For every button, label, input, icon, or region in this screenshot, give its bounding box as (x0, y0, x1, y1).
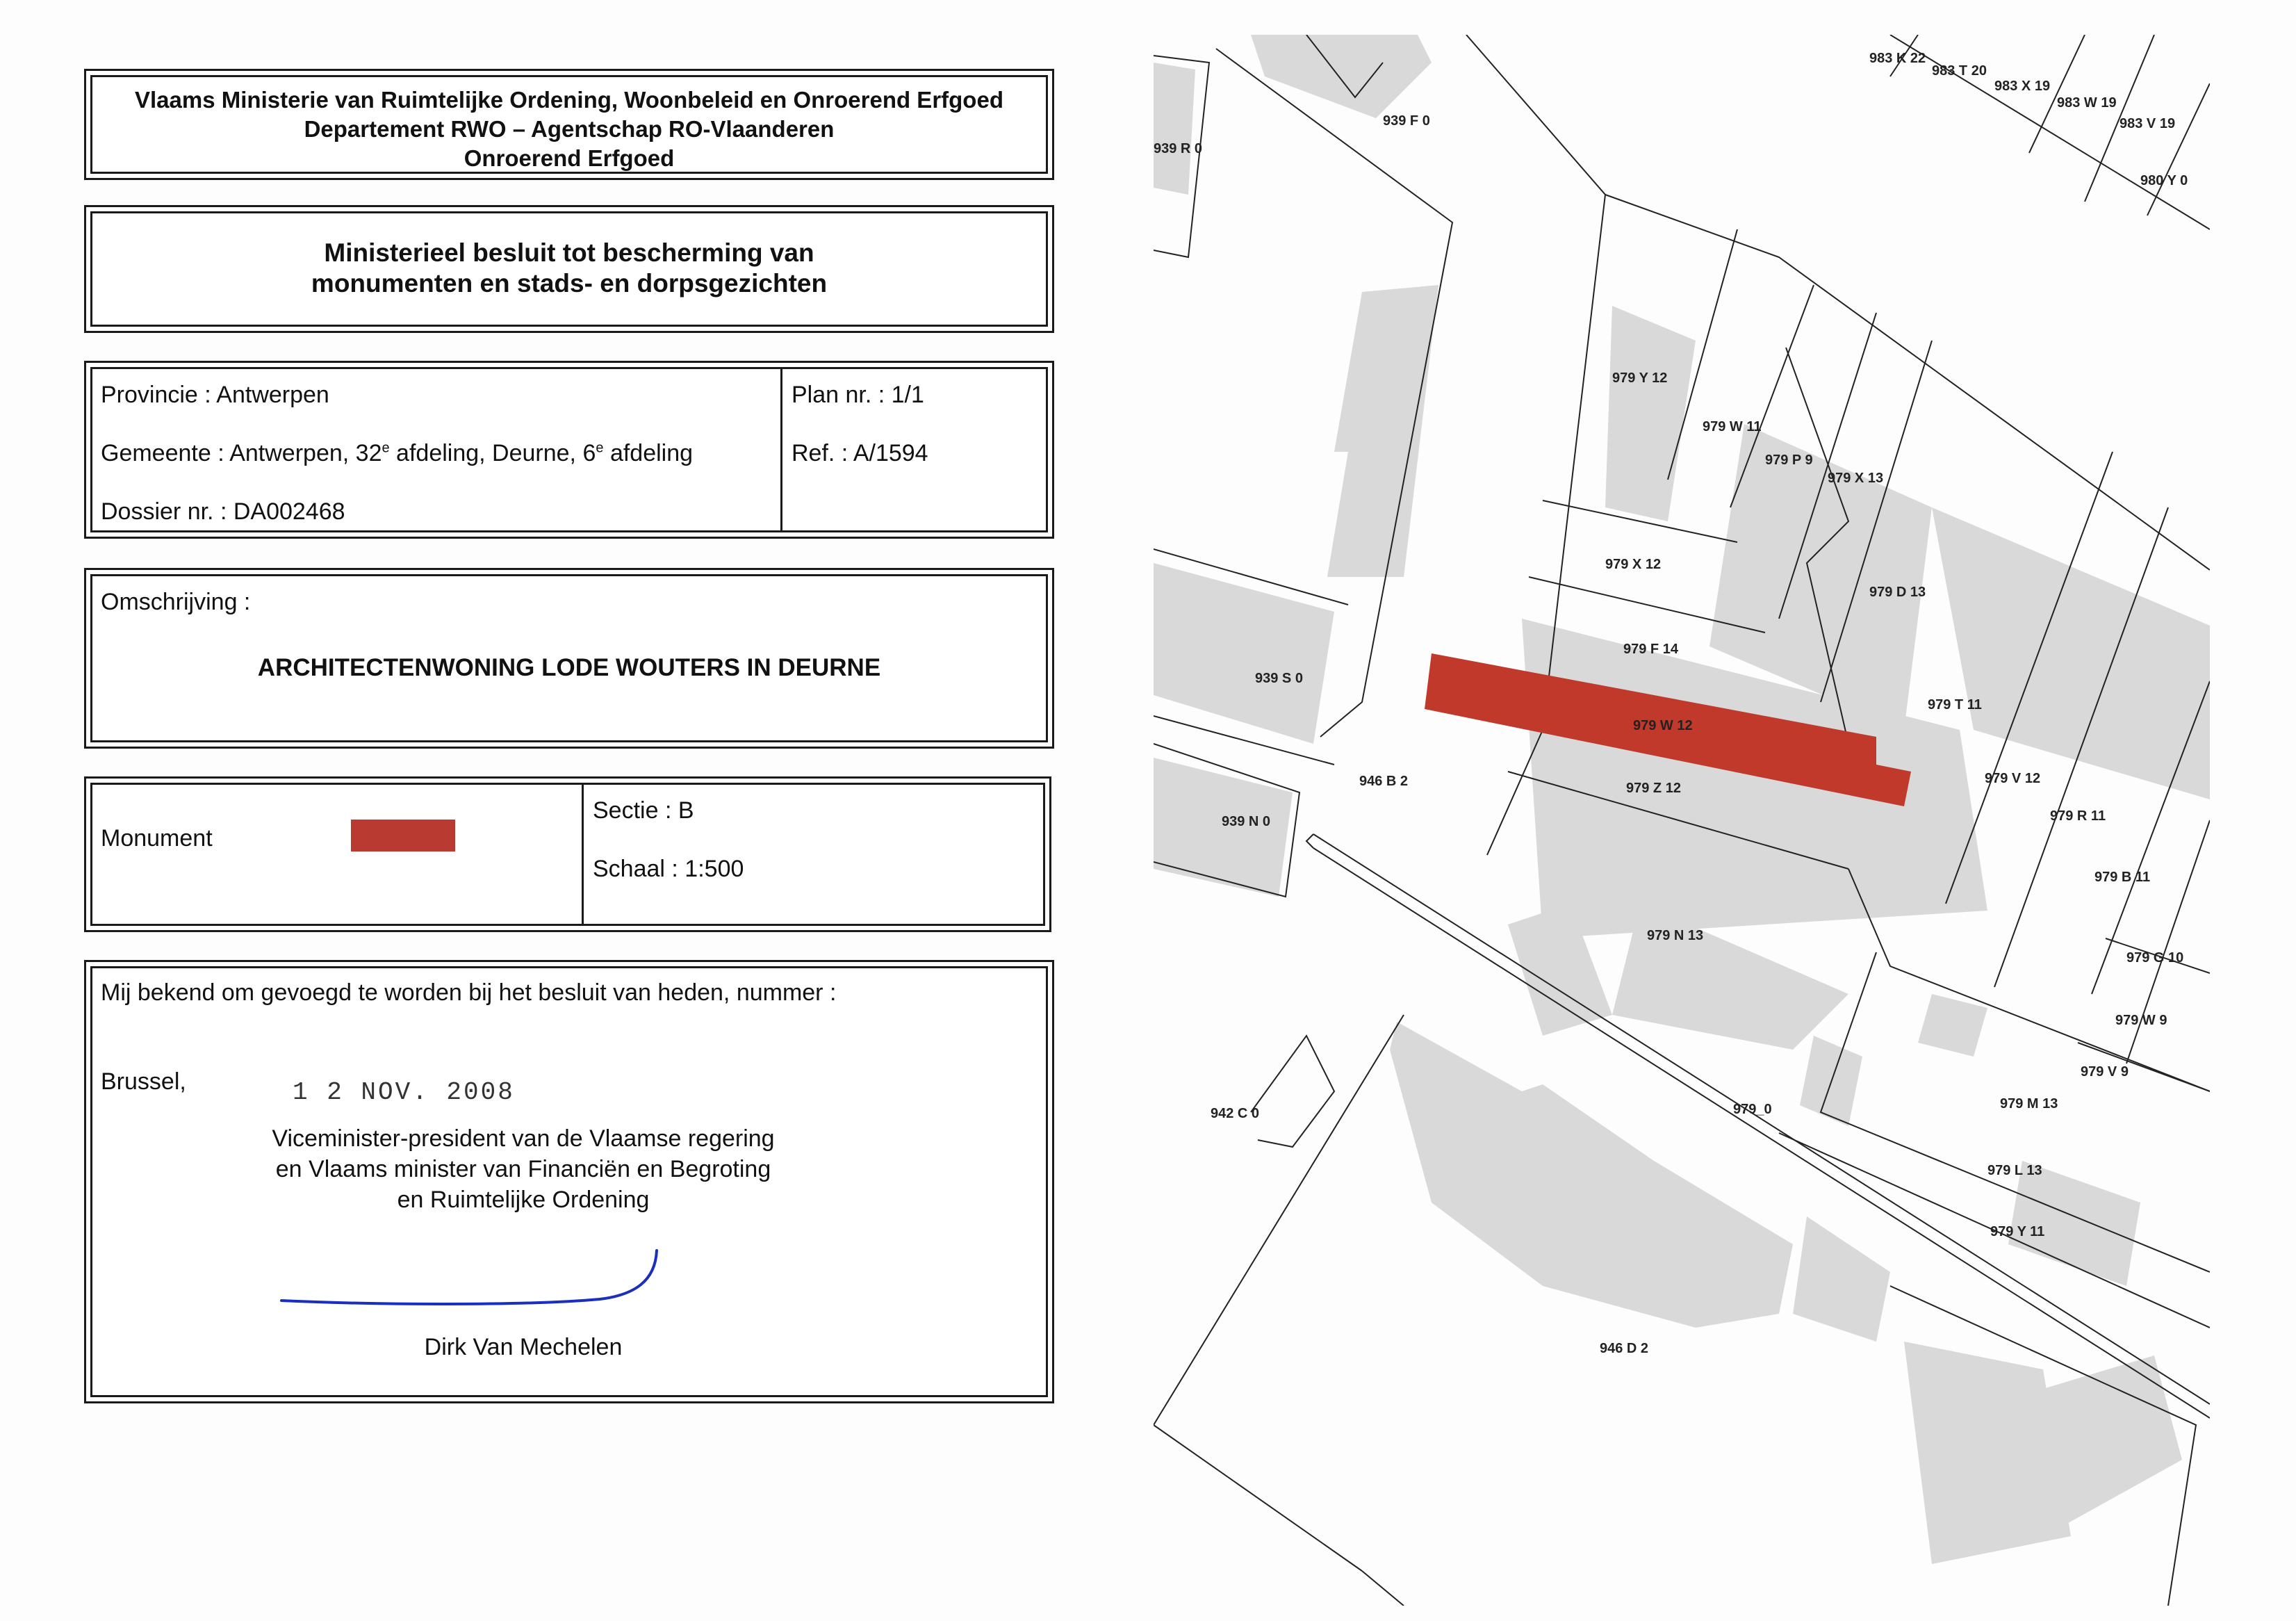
handwritten-signature (273, 1246, 690, 1330)
parcel-label: 979 M 13 (2000, 1096, 2058, 1111)
line-946-D-2-west (1154, 1015, 1404, 1571)
parcel-label: 946 D 2 (1600, 1341, 1649, 1356)
parcel-label: 979 Y 11 (1990, 1224, 2045, 1239)
parcel-label: 979 R 11 (2050, 808, 2106, 824)
monument-legend-swatch (351, 820, 455, 852)
parcel-label: 939 F 0 (1383, 113, 1430, 129)
building-979-G-10 (1918, 994, 1987, 1057)
line-rail-end (1306, 834, 1313, 848)
provincie-text: Provincie : Antwerpen (101, 382, 329, 408)
minister-role-line-2: en Vlaams minister van Financiën en Begroting (275, 1156, 771, 1182)
scale-text: Schaal : 1:500 (593, 856, 744, 882)
parcel-label: 983 V 19 (2119, 116, 2176, 131)
building-946-D-2-annex (1793, 1216, 1890, 1342)
dossier-info-box (90, 367, 1048, 532)
parcel-label: 979 F 14 (1623, 642, 1678, 657)
building-tower (1327, 285, 1438, 577)
line-942-C-0 (1251, 1036, 1334, 1147)
signature-box (90, 966, 1048, 1397)
parcel-label: 979 D 13 (1869, 585, 1926, 600)
info-divider (780, 369, 782, 530)
parcel-label: 979 B 11 (2094, 870, 2151, 885)
monument-legend-label: Monument (101, 825, 213, 852)
monument-name: ARCHITECTENWONING LODE WOUTERS IN DEURNE (257, 654, 881, 681)
parcel-label: 979 W 9 (2115, 1013, 2167, 1028)
minister-name: Dirk Van Mechelen (424, 1334, 623, 1360)
building-979-Y-12 (1605, 306, 1696, 521)
parcel-label: 983 X 19 (1994, 79, 2051, 94)
parcel-label: 980 Y 0 (2140, 173, 2188, 188)
parcel-label: 979 Z 12 (1626, 781, 1681, 796)
dossier-number: Dossier nr. : DA002468 (101, 498, 345, 525)
section-text: Sectie : B (593, 797, 694, 824)
parcel-label: 979 W 12 (1633, 718, 1693, 733)
ministry-line-1: Vlaams Ministerie van Ruimtelijke Ordening, Woonbeleid en Onroerend Erfgoed (135, 87, 1003, 113)
decree-title-line-1: Ministerieel besluit tot bescherming van (324, 238, 814, 267)
line-946-D-2-south (1362, 1571, 1404, 1606)
parcel-label: 979 V 12 (1985, 771, 2041, 786)
parcel-label: 979 V 9 (2081, 1064, 2129, 1080)
legend-divider (582, 785, 584, 924)
place-text: Brussel, (101, 1068, 186, 1095)
parcel-label: 979_0 (1733, 1102, 1772, 1117)
parcel-label: 979 N 13 (1647, 928, 1704, 943)
parcel-label: 979 T 11 (1928, 697, 1982, 712)
parcel-label: 979 X 13 (1828, 471, 1884, 486)
parcel-label: 979 X 12 (1605, 557, 1662, 572)
ministry-line-3: Onroerend Erfgoed (464, 145, 675, 171)
building-939-R-0 (1154, 63, 1195, 195)
parcel-label: 983 K 22 (1869, 51, 1926, 66)
description-box (90, 574, 1048, 742)
line-ne-4 (2147, 83, 2210, 215)
building-979-T-11 (1932, 507, 2210, 799)
attachment-statement: Mij bekend om gevoegd te worden bij het besluit van heden, nummer : (101, 979, 837, 1006)
parcel-label: 939 S 0 (1255, 671, 1303, 686)
building-946-D-2 (1390, 1022, 1793, 1328)
parcel-label: 979 Y 12 (1612, 370, 1668, 386)
parcel-label: 979 W 11 (1703, 419, 1762, 434)
parcel-label: 979 L 13 (1987, 1163, 2042, 1178)
ministry-line-2: Departement RWO – Agentschap RO-Vlaanderen (304, 116, 835, 142)
line-ne-2 (2029, 35, 2085, 153)
building-939-F-0 (1251, 35, 1432, 118)
building-939-S-0 (1154, 563, 1334, 744)
parcel-label: 979 G 10 (2126, 950, 2184, 966)
parcel-label: 983 W 19 (2057, 95, 2117, 111)
decree-title-box (90, 211, 1048, 327)
parcel-label: 939 N 0 (1222, 814, 1271, 829)
parcel-label: 939 R 0 (1154, 141, 1203, 156)
decree-title-line-2: monumenten en stads- en dorpsgezichten (311, 269, 828, 298)
minister-role-line-3: en Ruimtelijke Ordening (397, 1187, 650, 1213)
date-stamp: 1 2 NOV. 2008 (293, 1078, 515, 1107)
map-buildings (1154, 35, 2210, 1564)
building-main-strip (1522, 619, 1987, 938)
gemeente-text: Gemeente : Antwerpen, 32e afdeling, Deurne, 6e afdeling (101, 440, 694, 466)
legend-box (90, 783, 1045, 926)
parcel-label: 979 P 9 (1765, 453, 1813, 468)
plan-number: Plan nr. : 1/1 (792, 382, 924, 408)
parcel-label: 983 T 20 (1932, 63, 1987, 79)
parcel-label: 946 B 2 (1359, 774, 1409, 789)
description-label: Omschrijving : (101, 589, 251, 615)
ministry-header (90, 75, 1048, 174)
cadastral-map (1154, 35, 2210, 1606)
reference-number: Ref. : A/1594 (792, 440, 928, 466)
parcel-label: 942 C 0 (1211, 1106, 1260, 1121)
minister-role-line-1: Viceminister-president van de Vlaamse regering (272, 1125, 775, 1152)
